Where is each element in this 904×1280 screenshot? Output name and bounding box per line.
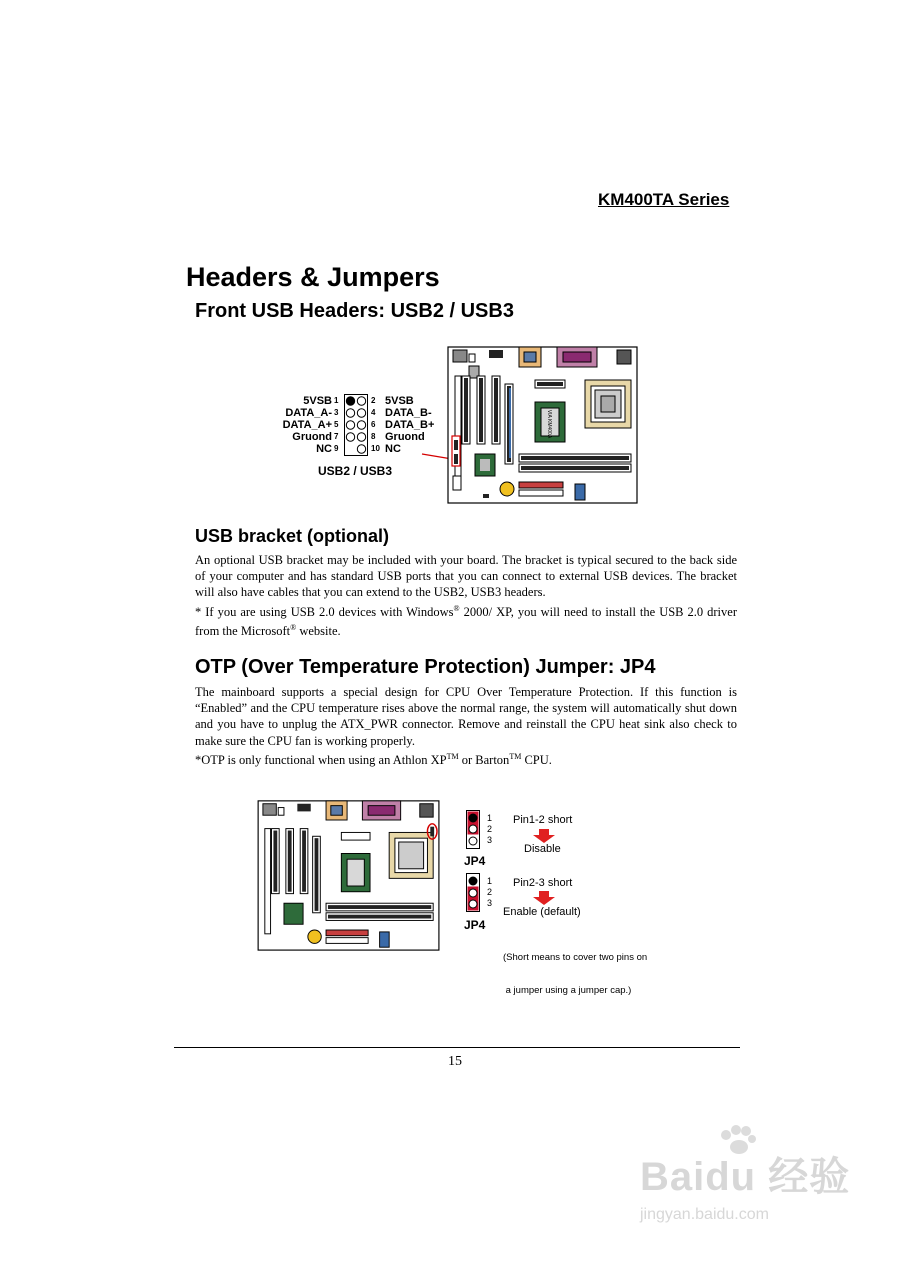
footnote-line: a jumper using a jumper cap.) [503, 985, 632, 996]
series-title: KM400TA Series [598, 190, 730, 209]
pin-number: 3 [487, 835, 493, 845]
jp4-jumper-disable [466, 810, 480, 850]
note-sup: TM [509, 751, 522, 761]
pin-number: 2 [371, 396, 376, 405]
pin-label: NC [385, 443, 401, 455]
pin-label: DATA_B+ [385, 419, 435, 431]
pin-number: 5 [334, 420, 339, 429]
note-text: CPU. [521, 752, 552, 767]
jp4-label-2: JP4 [464, 918, 486, 932]
otp-note [195, 749, 737, 768]
footer-divider [174, 1047, 740, 1048]
note-sup: ® [290, 622, 297, 632]
note-text: website. [296, 624, 341, 639]
usb-left-numbers [334, 395, 344, 455]
motherboard-diagram-usb [447, 344, 639, 505]
pin-number: 10 [371, 444, 380, 453]
pin-label: Gruond [292, 431, 332, 443]
pin-number: 3 [334, 408, 339, 417]
pin-number: 1 [334, 396, 339, 405]
otp-body [195, 684, 737, 768]
paw-icon [718, 1125, 758, 1155]
chip-label: VIA KM400A [546, 409, 552, 439]
pin-number: 4 [371, 408, 376, 417]
note-text: *OTP is only functional when using an Athlon XP [195, 752, 447, 767]
jp4-label-1: JP4 [464, 854, 486, 868]
pin-number: 1 [487, 813, 493, 823]
watermark-url: jingyan.baidu.com [640, 1206, 769, 1223]
usb-header-connector [344, 394, 368, 456]
usb-bracket-title: USB bracket (optional) [195, 526, 390, 546]
jp4-pin-numbers-1 [487, 813, 492, 846]
usb-bracket-body [195, 552, 737, 639]
pin-number: 1 [487, 876, 493, 886]
pin-number: 7 [334, 432, 339, 441]
jumper-footnote [503, 930, 647, 1007]
pin-label: DATA_B- [385, 407, 432, 419]
usb-bracket-note [195, 601, 737, 640]
option2-result: Enable (default) [503, 906, 581, 918]
note-sup: TM [446, 751, 459, 761]
option1-title: Pin1-2 short [513, 814, 573, 826]
otp-paragraph: The mainboard supports a special design for CPU Over Temperature Protection. If this function is “Enabled” and the CPU temperature rises above the normal range, the system will automatically shut down and you have to unplug the ATX_PWR connector. Remove and reinstall the CPU heat sink also check to make sure the CPU fan is working properly. [195, 685, 737, 748]
note-text: * If you are using USB 2.0 devices with Windows [195, 604, 454, 619]
section-title: Headers & Jumpers [186, 262, 440, 292]
pin-number: 8 [371, 432, 376, 441]
pin-number: 2 [487, 824, 493, 834]
baidu-watermark [640, 1145, 850, 1224]
usb-left-labels [270, 395, 332, 455]
pin-label: NC [316, 443, 332, 455]
motherboard-diagram-otp [257, 798, 441, 952]
note-sup: ® [453, 603, 460, 613]
note-text: 2000/ XP, you will need to install the USB 2.0 driver from the Microsoft [195, 604, 737, 639]
footnote-line: (Short means to cover two pins on [503, 952, 648, 963]
pin-number: 2 [487, 887, 493, 897]
usb-headers-title: Front USB Headers: USB2 / USB3 [195, 300, 514, 322]
jp4-pin-numbers-2 [487, 876, 492, 909]
option1-result: Disable [524, 843, 561, 855]
pin-number: 6 [371, 420, 376, 429]
usb-bracket-paragraph: An optional USB bracket may be included with your board. The bracket is typical secured to the back side of your computer and has standard USB ports that you can connect to external USB devices. The bracket will also have cables that you can extend to the USB2, USB3 headers. [195, 553, 737, 600]
down-arrow-icon [533, 891, 555, 905]
pin-label: DATA_A+ [282, 419, 332, 431]
jp4-jumper-enable [466, 873, 480, 913]
pin-label: DATA_A- [285, 407, 332, 419]
note-text: or Barton [458, 752, 510, 767]
pin-label: 5VSB [385, 395, 414, 407]
otp-title: OTP (Over Temperature Protection) Jumper: JP4 [195, 656, 656, 678]
page-number: 15 [448, 1054, 462, 1069]
pin-number: 3 [487, 898, 493, 908]
pin-1-icon [346, 397, 354, 405]
pin-label: 5VSB [303, 395, 332, 407]
option2-title: Pin2-3 short [513, 877, 573, 889]
pin-number: 9 [334, 444, 339, 453]
usb-right-numbers [371, 395, 385, 455]
usb-caption: USB2 / USB3 [318, 464, 393, 478]
down-arrow-icon [533, 829, 555, 843]
watermark-brand: Baidu 经验 [640, 1155, 851, 1199]
pin-label: Gruond [385, 431, 425, 443]
